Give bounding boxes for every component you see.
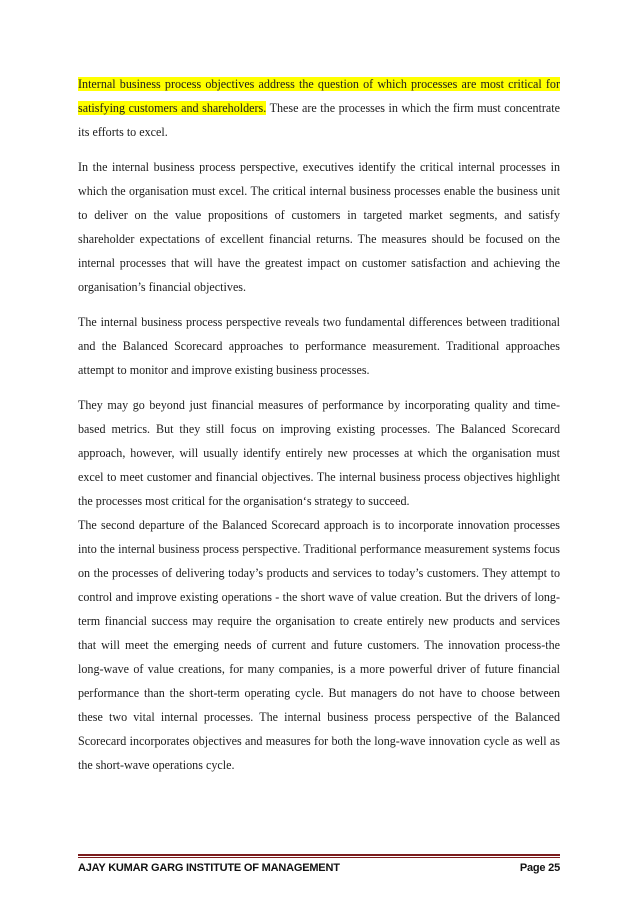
footer-page-number: Page 25 — [519, 862, 560, 874]
paragraph-1-rest: These are the processes in which the firm must concentrate its efforts to excel. — [78, 101, 560, 139]
footer-rule-thin — [78, 857, 560, 858]
highlighted-text: Internal business process objectives address the question of which processes are most critical for satisfying customers and shareholders. — [78, 77, 560, 115]
paragraph-5: The second departure of the Balanced Scorecard approach is to incorporate innovation processes into the internal business process perspective. Traditional performance measurement systems focus on the processes of delivering today’s products and services to today’s customers. They attempt to control and improve existing operations - the short wave of value creation. But the drivers of long-term financial success may require the organisation to create entirely new products and services that will meet the emerging needs of current and future customers. The innovation process-the long-wave of value creations, for many companies, is a more powerful driver of future financial performance than the short-term operating cycle. But managers do not have to choose between these two vital internal processes. The internal business process perspective of the Balanced Scorecard incorporates objectives and measures for both the long-wave innovation cycle as well as the short-wave operations cycle. — [78, 518, 560, 772]
footer-rule — [78, 854, 560, 856]
paragraph-1 — [78, 72, 560, 144]
paragraph-3: The internal business process perspective reveals two fundamental differences between traditional and the Balanced Scorecard approaches to performance measurement. Traditional approaches attempt to monitor and improve existing business processes. — [78, 315, 560, 377]
page-body — [78, 72, 560, 777]
page-footer — [78, 862, 560, 874]
paragraph-2: In the internal business process perspective, executives identify the critical internal processes in which the organisation must excel. The critical internal business processes enable the business unit to deliver on the value propositions of customers in targeted market segments, and satisfy shareholder expectations of excellent financial returns. The measures should be focused on the internal processes that will have the greatest impact on customer satisfaction and achieving the organisation’s financial objectives. — [78, 160, 560, 294]
paragraph-4: They may go beyond just financial measures of performance by incorporating quality and time-based metrics. But they still focus on improving existing processes. The Balanced Scorecard approach, however, will usually identify entirely new processes at which the organisation must excel to meet customer and financial objectives. The internal business process objectives highlight the processes most critical for the organisation‘s strategy to succeed. — [78, 398, 560, 508]
footer-institute: AJAY KUMAR GARG INSTITUTE OF MANAGEMENT — [78, 862, 340, 874]
